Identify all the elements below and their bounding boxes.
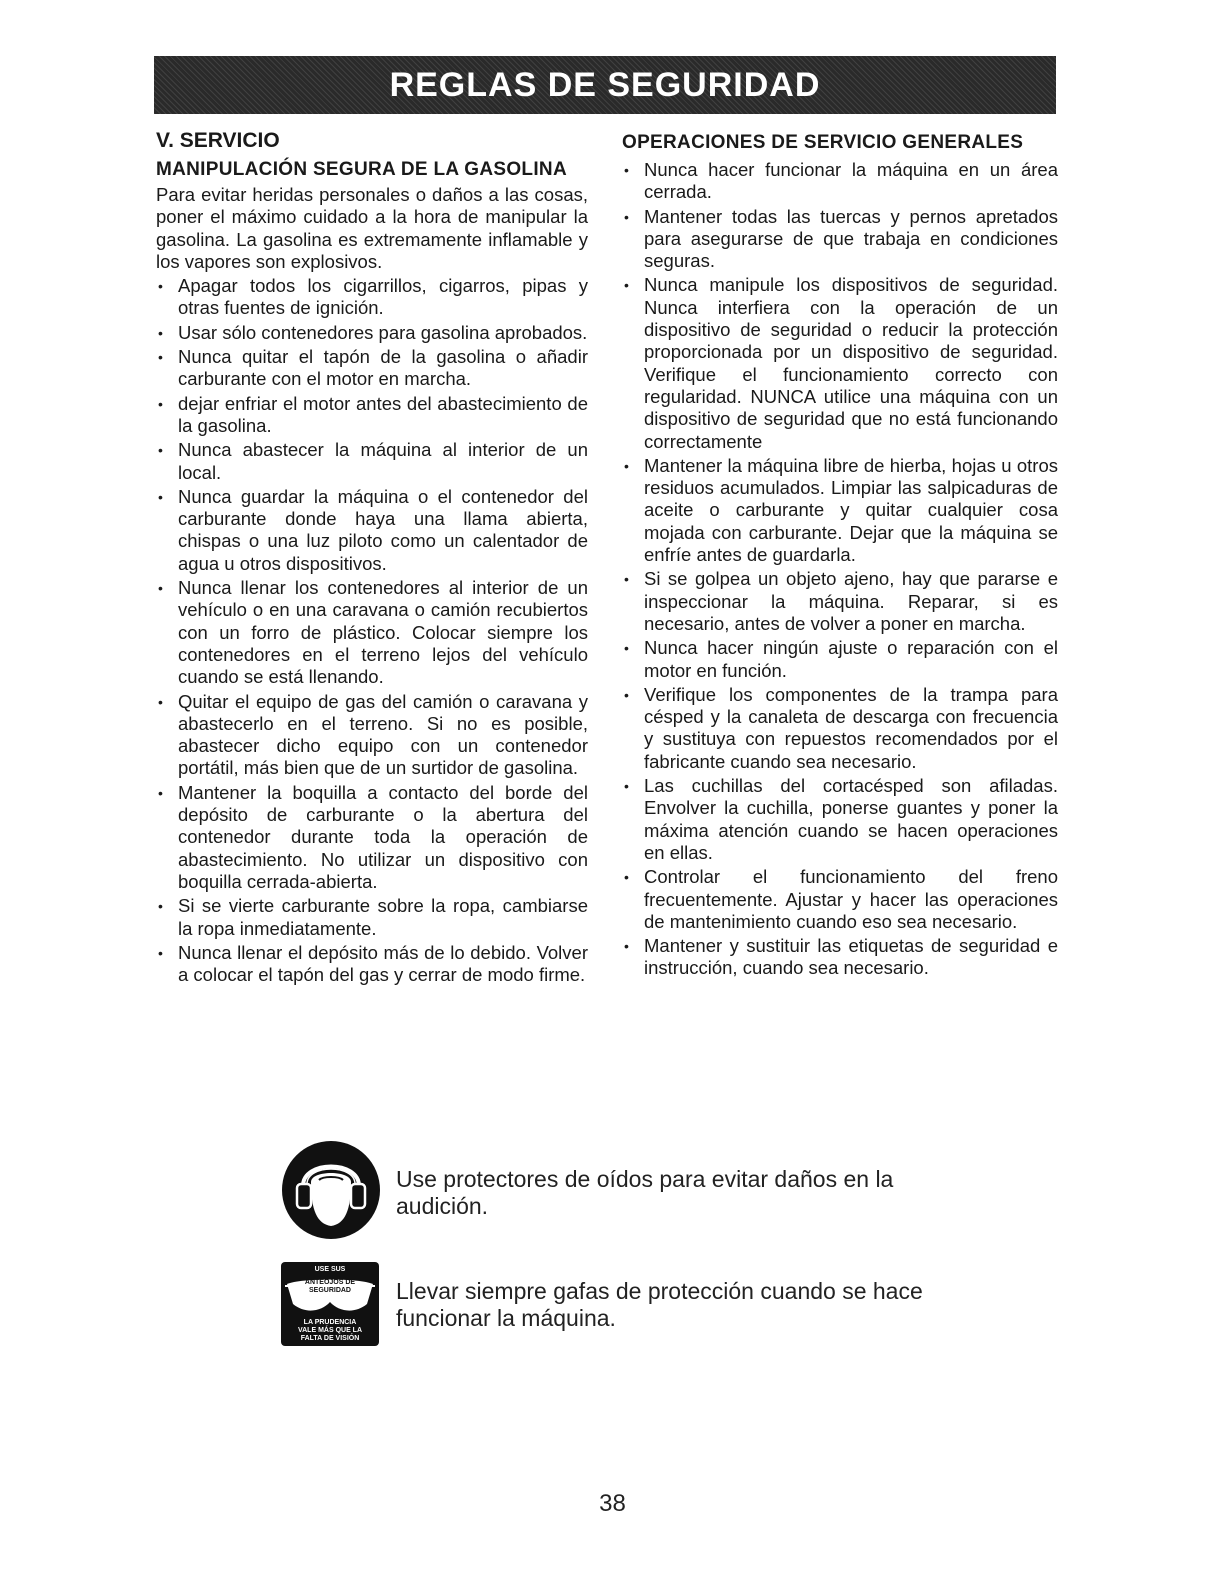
list-item: • Mantener la máquina libre de hierba, hojas u otros residuos acumulados. Limpiar las salpicaduras de aceite o carburante y quitar cualquier cosa mojada con carburante. Dejar que la máquina se enfríe antes de guardarla.: [624, 454, 1058, 566]
bullet-icon: •: [624, 571, 629, 588]
list-item: • Mantener todas las tuercas y pernos apretados para asegurarse de que trabaja en condiciones seguras.: [624, 205, 1058, 272]
bullet-icon: •: [158, 784, 163, 801]
bullet-icon: •: [624, 869, 629, 886]
list-item: • Las cuchillas del cortacésped son afiladas. Envolver la cuchilla, ponerse guantes y poner la máxima atención cuando se hacen operaciones en ellas.: [624, 775, 1058, 863]
bullet-icon: •: [158, 278, 163, 295]
bullet-icon: •: [624, 686, 629, 703]
ear-protection-icon: [281, 1140, 381, 1240]
bullet-icon: •: [624, 162, 629, 178]
subsection-title-gasolina: MANIPULACIÓN SEGURA DE LA GASOLINA: [156, 159, 567, 180]
list-item: • Nunca llenar el depósito más de lo debido. Volver a colocar el tapón del gas y cerrar de modo firme.: [158, 941, 588, 986]
list-item: • Quitar el equipo de gas del camión o caravana y abastecerlo en el terreno. Si no es posible, abastecer dicho equipo con un contenedor portátil, más bien que de un surtidor de gasolina.: [158, 690, 588, 779]
bullet-icon: •: [158, 395, 163, 412]
list-item: • Mantener y sustituir las etiquetas de seguridad e instrucción, cuando sea necesario.: [624, 935, 1058, 979]
bullet-icon: •: [158, 693, 163, 710]
list-item: • Mantener la boquilla a contacto del borde del depósito de carburante o la abertura del contenedor durante toda la operación de abastecimiento. No utilizar un dispositivo con boquilla cerrada-abierta.: [158, 781, 588, 892]
safety-goggles-sign-icon: USE SUS ANTEOJOS DE SEGURIDAD LA PRUDENCIA VALE MÁS QUE LA FALTA DE VISIÓN: [281, 1262, 381, 1362]
gasoline-rules-list: [156, 275, 588, 986]
right-column: [622, 128, 1058, 982]
intro-paragraph: Para evitar heridas personales o daños a las cosas, poner el máximo cuidado a la hora de manipular la gasolina. La gasolina es extremamente inflamable y los vapores son explosivos.: [156, 184, 588, 272]
page-title: REGLAS DE SEGURIDAD: [389, 65, 821, 104]
left-column: [156, 128, 588, 988]
list-item: • Nunca guardar la máquina o el contenedor del carburante donde haya una llama abierta, chispas o una luz piloto como un calentador de agua u otros dispositivos.: [158, 485, 588, 574]
eye-protection-notice: [281, 1262, 956, 1362]
bullet-icon: •: [158, 349, 163, 366]
header-banner: [154, 56, 1056, 114]
list-item: • Nunca quitar el tapón de la gasolina o añadir carburante con el motor en marcha.: [158, 346, 588, 390]
list-item: • Nunca hacer funcionar la máquina en un área cerrada.: [624, 159, 1058, 203]
ear-protection-notice: [281, 1140, 956, 1240]
bullet-icon: •: [158, 898, 163, 915]
bullet-icon: •: [158, 488, 163, 505]
bullet-icon: •: [158, 944, 163, 961]
list-item: • Si se vierte carburante sobre la ropa, cambiarse la ropa inmediatamente.: [158, 895, 588, 939]
list-item: • Nunca llenar los contenedores al interior de un vehículo o en una caravana o camión recubiertos con un forro de plástico. Colocar siempre los contenedores en el terreno lejos del vehículo cuando se está llenando.: [158, 577, 588, 688]
section-title-servicio: V. SERVICIO: [156, 129, 280, 152]
list-item: • Si se golpea un objeto ajeno, hay que pararse e inspeccionar la máquina. Reparar, si es necesario, antes de volver a poner en marcha.: [624, 568, 1058, 634]
list-item: • Controlar el funcionamiento del freno frecuentemente. Ajustar y hacer las operaciones de mantenimiento cuando eso sea necesario.: [624, 866, 1058, 932]
page-number: 38: [599, 1490, 626, 1517]
bullet-icon: •: [624, 457, 629, 474]
bullet-icon: •: [158, 442, 163, 459]
bullet-icon: •: [624, 277, 629, 294]
list-item: • Apagar todos los cigarrillos, cigarros, pipas y otras fuentes de ignición.: [158, 275, 588, 319]
list-item: • Nunca abastecer la máquina al interior de un local.: [158, 439, 588, 483]
bullet-icon: •: [158, 580, 163, 597]
section-title-operaciones: OPERACIONES DE SERVICIO GENERALES: [622, 132, 1024, 153]
list-item: • Nunca hacer ningún ajuste o reparación con el motor en función.: [624, 637, 1058, 681]
list-item: • Usar sólo contenedores para gasolina aprobados.: [158, 321, 588, 343]
bullet-icon: •: [624, 640, 629, 657]
list-item: • Nunca manipule los dispositivos de seguridad. Nunca interfiera con la operación de un dispositivo de seguridad o reducir la protección proporcionada por un dispositivo de seguridad. Verifique el funcionamiento correcto con regularidad. NUNCA utilice una máquina con un dispositivo de seguridad que no está funcionando correctamente: [624, 274, 1058, 452]
bullet-icon: •: [624, 938, 629, 955]
bullet-icon: •: [624, 208, 629, 225]
general-service-list: [622, 159, 1058, 980]
ear-protection-text: Use protectores de oídos para evitar daños en la audición.: [396, 1166, 894, 1219]
list-item: • Verifique los componentes de la trampa para césped y la canaleta de descarga con frecuencia y sustituya con repuestos recomendados por el fabricante cuando sea necesario.: [624, 683, 1058, 772]
list-item: • dejar enfriar el motor antes del abastecimiento de la gasolina.: [158, 392, 588, 436]
bullet-icon: •: [158, 324, 163, 341]
eye-protection-text: Llevar siempre gafas de protección cuando se hace funcionar la máquina.: [396, 1278, 923, 1331]
bullet-icon: •: [624, 778, 629, 795]
